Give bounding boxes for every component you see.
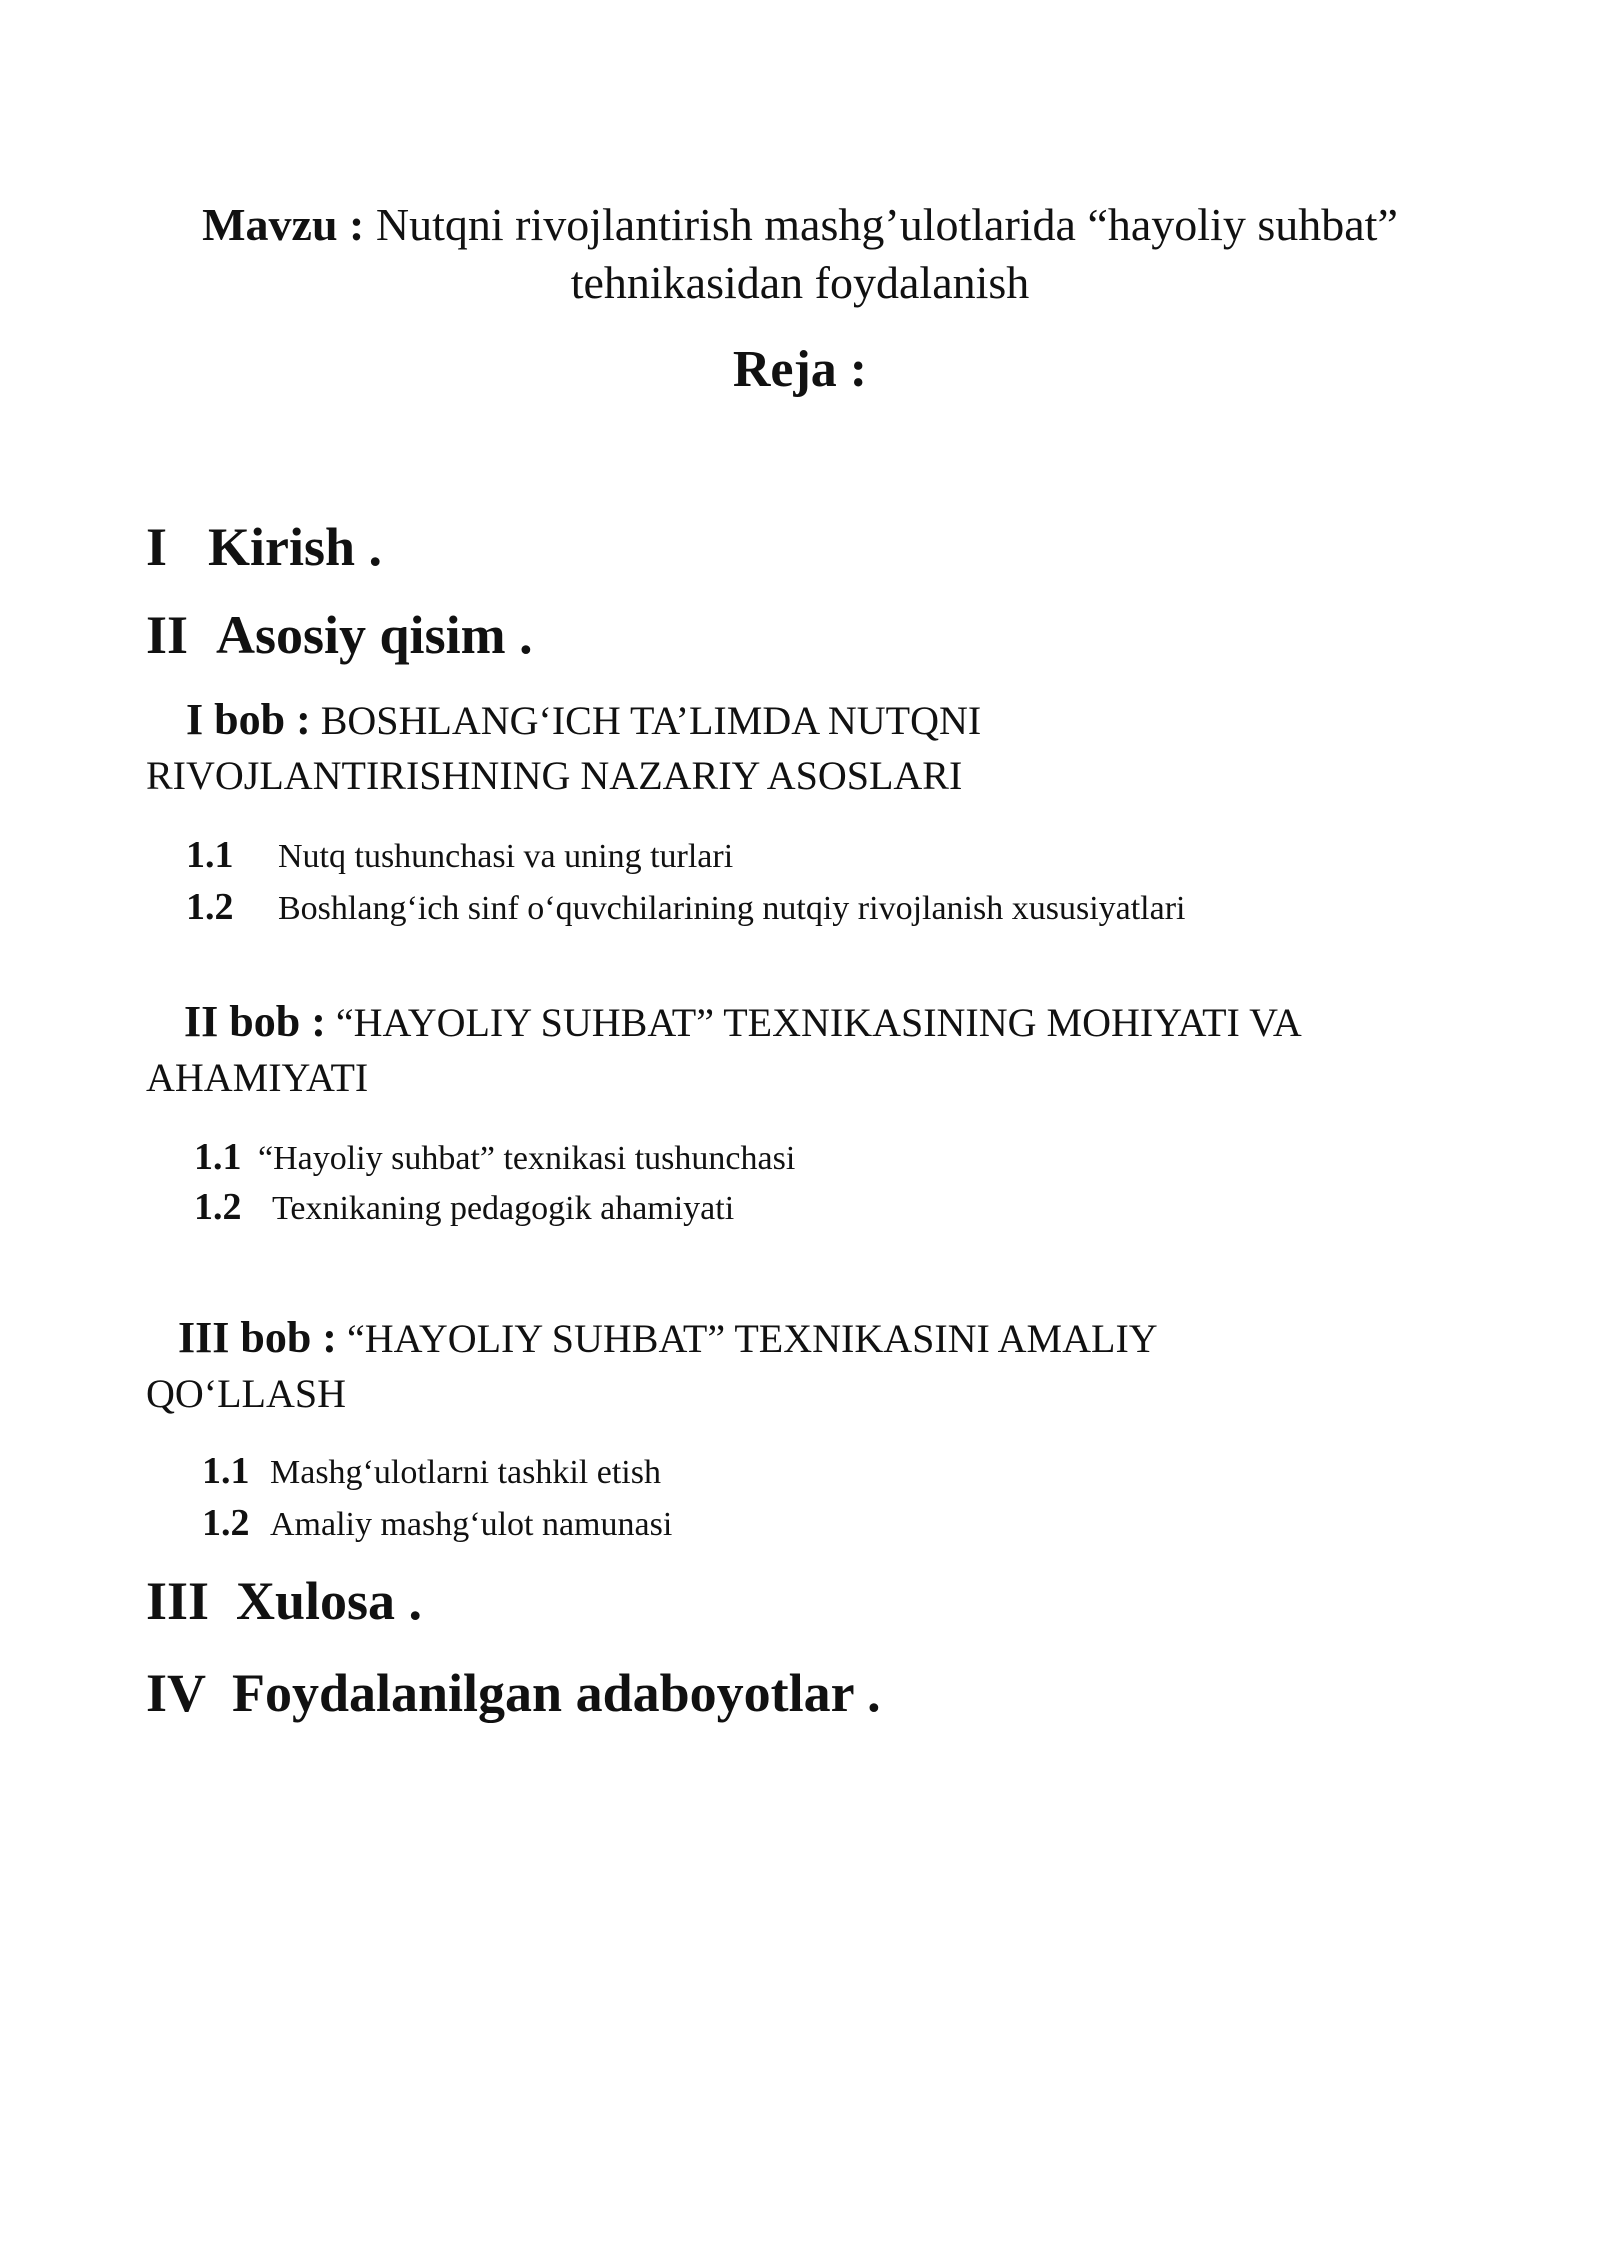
section-title: Foydalanilgan adaboyotlar .: [232, 1663, 881, 1723]
topic-label: Mavzu :: [202, 199, 365, 250]
item-number: 1.1: [202, 1450, 250, 1492]
chapter-2-heading-cont: [146, 1052, 368, 1104]
topic-text-line-1: Nutqni rivojlantirish mashg’ulotlarida “hayoliy suhbat”: [375, 199, 1398, 250]
chapter-title-line-2: AHAMIYATI: [146, 1055, 369, 1100]
chapter-3-heading-cont: [146, 1368, 346, 1420]
chapter-title-line-1: “HAYOLIY SUHBAT” TEXNIKASINING MOHIYATI VA: [335, 1000, 1302, 1045]
section-title: Kirish .: [208, 517, 383, 577]
section-number: III: [146, 1571, 210, 1631]
topic-line-1: [0, 196, 1600, 254]
section-number: IV: [146, 1663, 207, 1723]
item-text: Mashg‘ulotlarni tashkil etish: [270, 1454, 661, 1491]
section-number: I: [146, 517, 168, 577]
chapter-title-line-2: QO‘LLASH: [146, 1371, 346, 1416]
section-title: Asosiy qisim .: [216, 605, 533, 665]
section-title: Xulosa .: [236, 1571, 423, 1631]
chapter-1-item-1: [186, 832, 733, 880]
chapter-3-item-1: [202, 1448, 661, 1496]
item-text: Boshlang‘ich sinf o‘quvchilarining nutqiy rivojlanish xususiyatlari: [278, 890, 1186, 927]
topic-line-2: [0, 254, 1600, 312]
chapter-1-heading: [186, 694, 981, 747]
chapter-3-item-2: [202, 1500, 672, 1548]
item-text: “Hayoliy suhbat” texnikasi tushunchasi: [258, 1140, 796, 1177]
section-number: II: [146, 605, 189, 665]
chapter-3-heading: [178, 1312, 1158, 1365]
chapter-2-heading: [184, 996, 1302, 1049]
chapter-label: II bob :: [184, 997, 326, 1046]
item-text: Amaliy mashg‘ulot namunasi: [270, 1506, 673, 1543]
item-number: 1.2: [194, 1186, 242, 1228]
item-text: Nutq tushunchasi va uning turlari: [278, 838, 734, 875]
chapter-title-line-1: “HAYOLIY SUHBAT” TEXNIKASINI AMALIY: [346, 1316, 1158, 1361]
item-number: 1.1: [194, 1136, 242, 1178]
chapter-label: III bob :: [178, 1313, 337, 1362]
item-text: Texnikaning pedagogik ahamiyati: [272, 1190, 735, 1227]
chapter-title-line-1: BOSHLANG‘ICH TA’LIMDA NUTQNI: [320, 698, 982, 743]
chapter-2-item-2: [194, 1184, 734, 1232]
chapter-title-line-2: RIVOJLANTIRISHNING NAZARIY ASOSLARI: [146, 753, 963, 798]
topic-text-line-2: tehnikasidan foydalanish: [570, 257, 1030, 308]
item-number: 1.2: [186, 886, 234, 928]
item-number: 1.1: [186, 834, 234, 876]
section-conclusion: [146, 1568, 422, 1634]
chapter-1-item-2: [186, 884, 1186, 932]
plan-title: Reja :: [732, 341, 868, 398]
section-introduction: [146, 514, 382, 580]
section-main-part: [146, 602, 533, 668]
chapter-1-heading-cont: [146, 750, 962, 802]
chapter-label: I bob :: [186, 695, 311, 744]
item-number: 1.2: [202, 1502, 250, 1544]
chapter-2-item-1: [194, 1134, 795, 1182]
section-references: [146, 1660, 881, 1726]
